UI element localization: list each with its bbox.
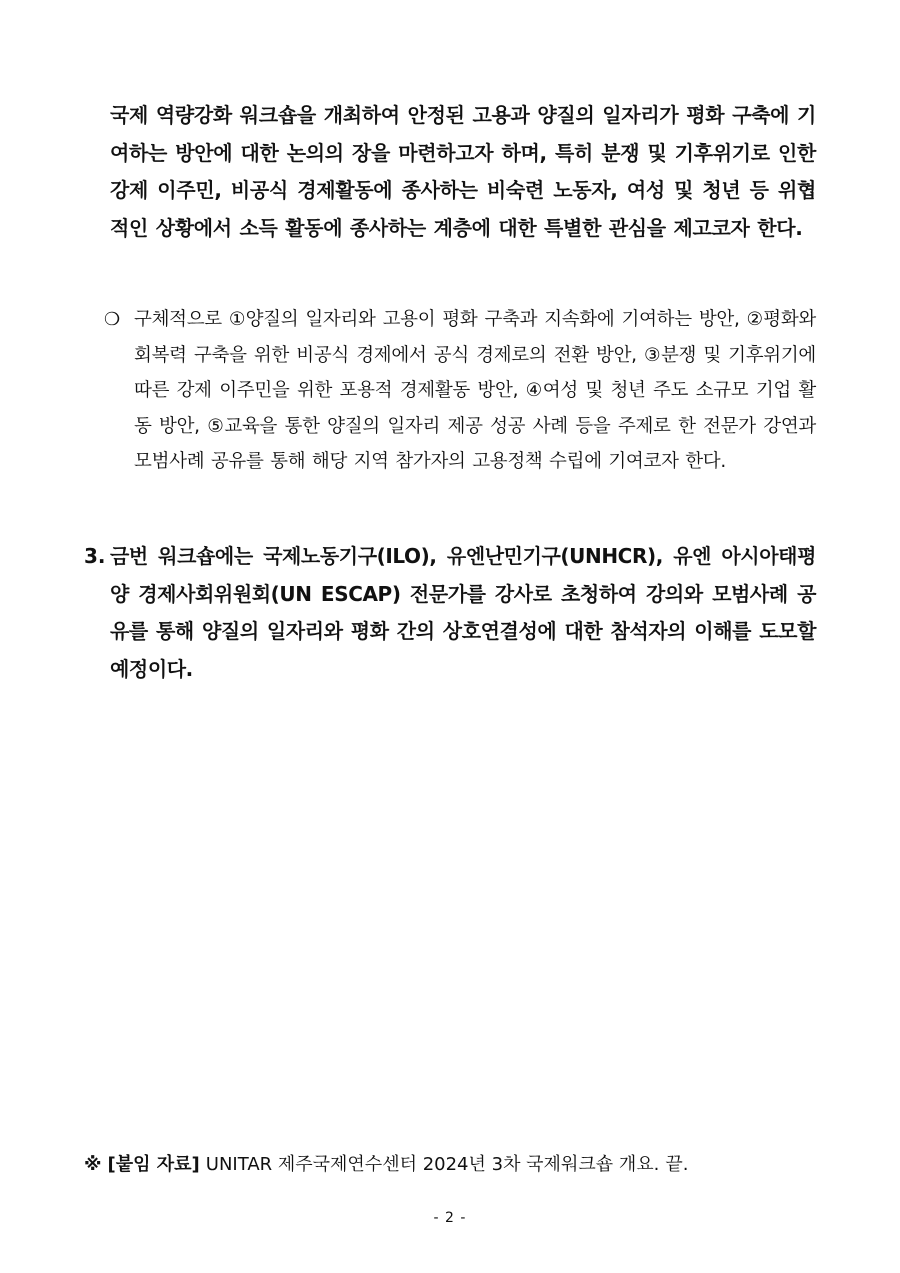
reference-mark: ※ — [84, 1154, 102, 1175]
attachment-text: UNITAR 제주국제연수센터 2024년 3차 국제워크숍 개요. — [205, 1154, 660, 1175]
numbered-item-3 — [84, 538, 816, 688]
attachment-label: [붙임 자료] — [107, 1154, 200, 1175]
attachment-note — [84, 1150, 816, 1180]
end-mark: 끝. — [665, 1154, 689, 1175]
intro-paragraph: 국제 역량강화 워크숍을 개최하여 안정된 고용과 양질의 일자리가 평화 구축에 기여하는 방안에 대한 논의의 장을 마련하고자 하며, 특히 분쟁 및 기후위기로 인한 강제 이주민, 비공식 경제활동에 종사하는 비숙련 노동자, 여성 및 청년 등 위협적인 상황에서 소득 활동에 종사하는 계층에 대한 특별한 관심을 제고코자 한다. — [110, 103, 816, 240]
bullet-item — [104, 302, 816, 480]
item-number: 3. — [84, 544, 106, 568]
bullet-circle-icon: ❍ — [104, 309, 121, 330]
page-number: - 2 - — [433, 1210, 467, 1226]
item-text: 금번 워크숍에는 국제노동기구(ILO), 유엔난민기구(UNHCR), 유엔 아시아태평양 경제사회위원회(UN ESCAP) 전문가를 강사로 초청하여 강의와 모범사례 공유를 통해 양질의 일자리와 평화 간의 상호연결성에 대한 참석자의 이해를 도모할 예정이다. — [110, 544, 816, 681]
bullet-text: 구체적으로 ①양질의 일자리와 고용이 평화 구축과 지속화에 기여하는 방안, ②평화와 회복력 구축을 위한 비공식 경제에서 공식 경제로의 전환 방안, ③분쟁 및 기후위기에 따른 강제 이주민을 위한 포용적 경제활동 방안, ④여성 및 청년 주도 소규모 기업 활동 방안, ⑤교육을 통한 양질의 일자리 제공 성공 사례 등을 주제로 한 전문가 강연과 모범사례 공유를 통해 해당 지역 참가자의 고용정책 수립에 기여코자 한다. — [134, 309, 816, 472]
